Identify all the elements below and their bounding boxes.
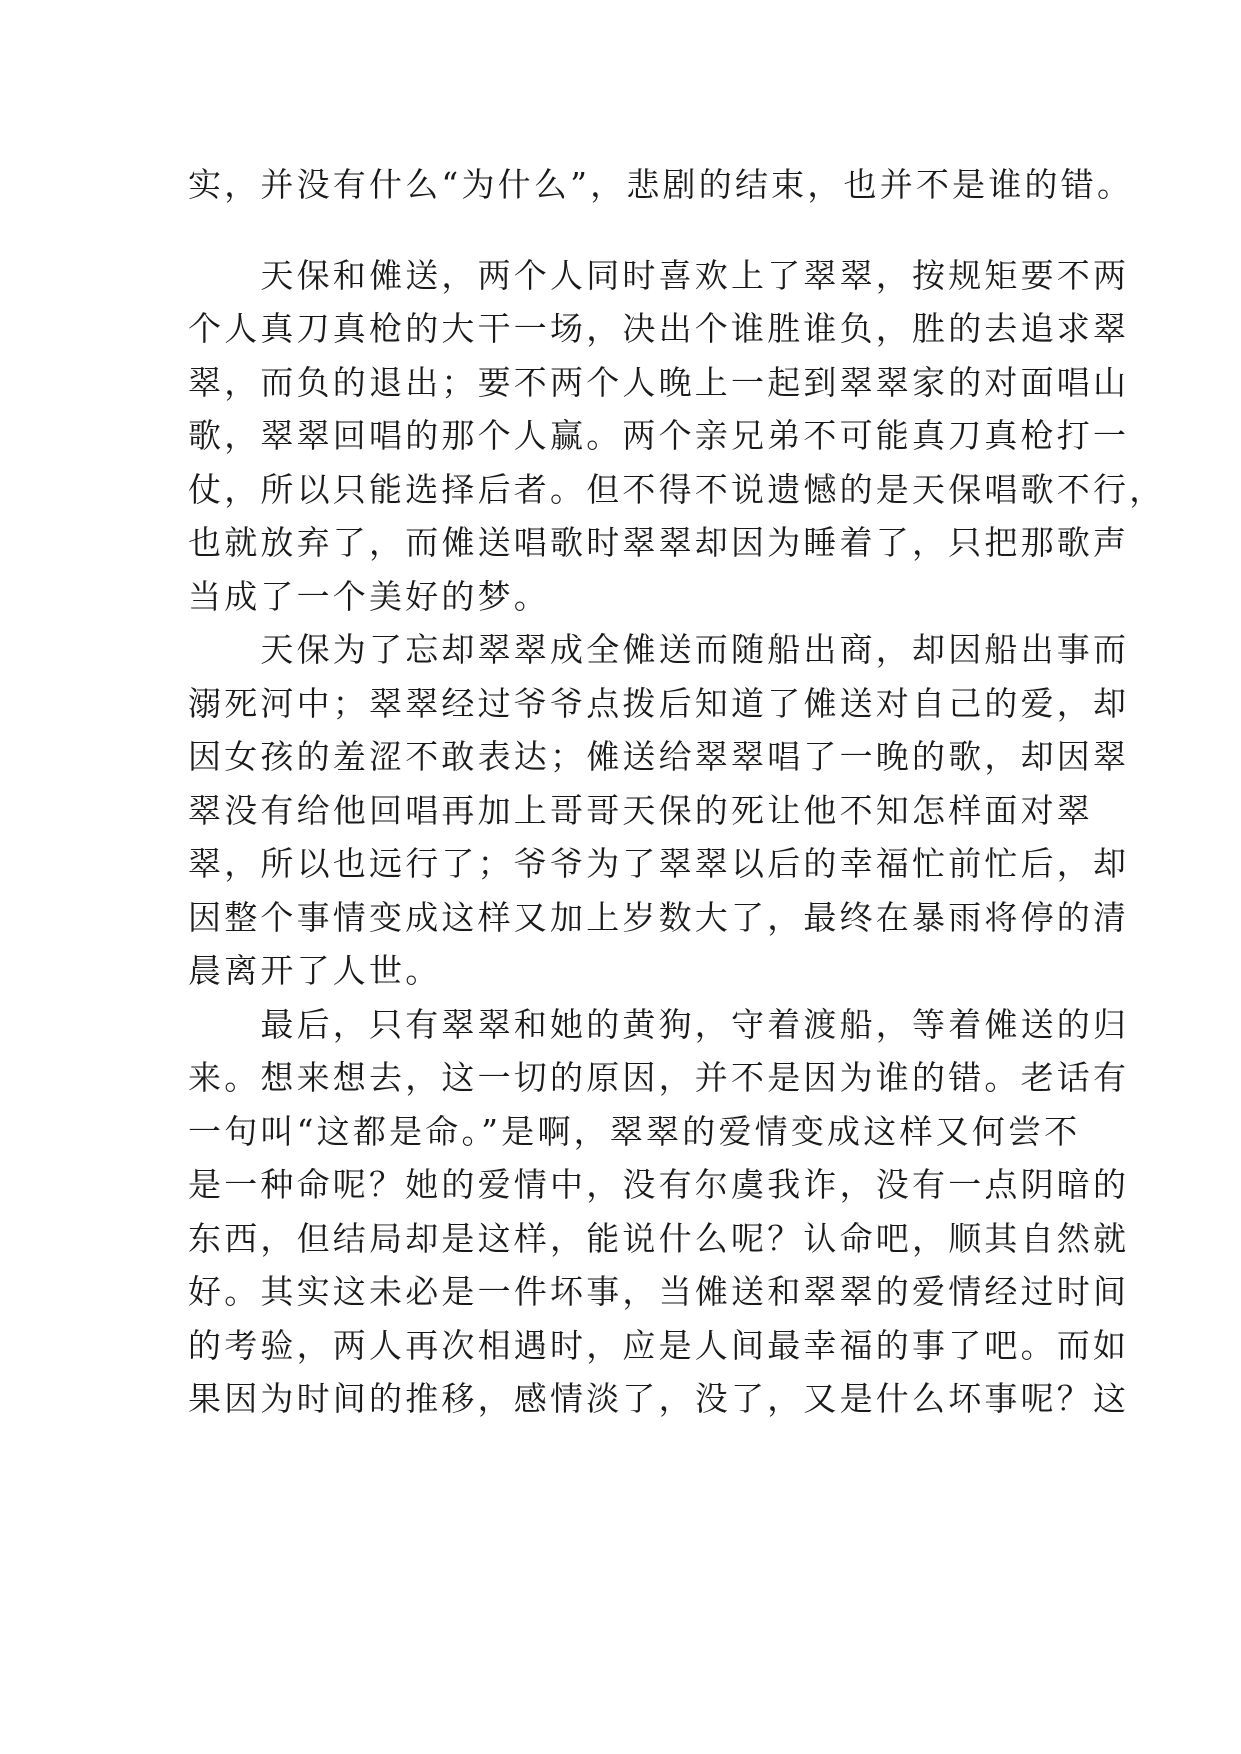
- text-line: 的考验，两人再次相遇时，应是人间最幸福的事了吧。而如: [188, 1325, 1130, 1365]
- text-line: 翠，所以也远行了；爷爷为了翠翠以后的幸福忙前忙后，却: [188, 844, 1130, 883]
- text-line: 歌，翠翠回唱的那个人赢。两个亲兄弟不可能真刀真枪打一: [188, 416, 1130, 455]
- text-line: 当成了一个美好的梦。: [188, 576, 550, 616]
- text-line: 东西，但结局却是这样，能说什么呢？认命吧，顺其自然就: [188, 1218, 1130, 1258]
- text-line: 也就放弃了，而傩送唱歌时翠翠却因为睡着了，只把那歌声: [188, 523, 1130, 562]
- text-line: 翠，而负的退出；要不两个人晚上一起到翠翠家的对面唱山: [188, 362, 1130, 402]
- text-line: 翠没有给他回唱再加上哥哥天保的死让他不知怎样面对翠: [188, 790, 1093, 830]
- text-line: 仗，所以只能选择后者。但不得不说遗憾的是天保唱歌不行，: [188, 469, 1166, 509]
- text-line: 溺死河中；翠翠经过爷爷点拨后知道了傩送对自己的爱，却: [188, 683, 1130, 723]
- text-line: 好。其实这未必是一件坏事，当傩送和翠翠的爱情经过时间: [188, 1272, 1130, 1311]
- text-line: 来。想来想去，这一切的原因，并不是因为谁的错。老话有: [188, 1058, 1130, 1097]
- text-line: 个人真刀真枪的大干一场，决出个谁胜谁负，胜的去追求翠: [188, 309, 1130, 348]
- text-line: 果因为时间的推移，感情淡了，没了，又是什么坏事呢？这: [188, 1379, 1130, 1418]
- paragraph-gap: [188, 212, 1054, 249]
- text-line: 晨离开了人世。: [188, 951, 442, 990]
- text-line: 天保和傩送，两个人同时喜欢上了翠翠，按规矩要不两: [188, 255, 1130, 295]
- document-page: [188, 158, 1166, 1426]
- text-line: 一句叫“这都是命。”是啊，翠翠的爱情变成这样又何尝不: [188, 1111, 1081, 1151]
- text-line: 因整个事情变成这样又加上岁数大了，最终在暴雨将停的清: [188, 897, 1130, 937]
- text-line: 天保为了忘却翠翠成全傩送而随船出商，却因船出事而: [188, 630, 1130, 669]
- text-line: 实，并没有什么“为什么”，悲剧的结束，也并不是谁的错。: [188, 165, 1134, 204]
- text-line: 最后，只有翠翠和她的黄狗，守着渡船，等着傩送的归: [188, 1004, 1130, 1044]
- text-line: 因女孩的羞涩不敢表达；傩送给翠翠唱了一晚的歌，却因翠: [188, 737, 1130, 776]
- text-line: 是一种命呢？她的爱情中，没有尔虞我诈，没有一点阴暗的: [188, 1165, 1130, 1204]
